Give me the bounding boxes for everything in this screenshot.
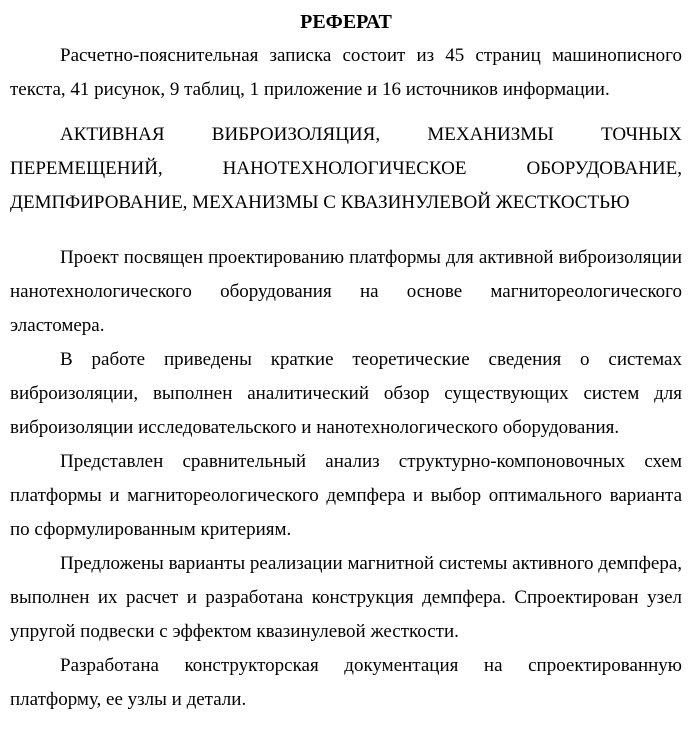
keywords-paragraph: АКТИВНАЯ ВИБРОИЗОЛЯЦИЯ, МЕХАНИЗМЫ ТОЧНЫХ ПЕРЕМЕЩЕНИЙ, НАНОТЕХНОЛОГИЧЕСКОЕ ОБОРУДОВАНИЕ, ДЕМПФИРОВАНИЕ, МЕХАНИЗМЫ С КВАЗИНУЛЕВОЙ ЖЕСТКОСТЬЮ	[10, 124, 682, 213]
page-title: РЕФЕРАТ	[300, 11, 392, 33]
abstract-paragraph: Разработана конструкторская документация на спроектированную платформу, ее узлы и детали.	[10, 655, 682, 710]
abstract-paragraph: Проект посвящен проектированию платформы для активной виброизоляции нанотехнологического оборудования на основе магнитореологического эластомера.	[10, 247, 682, 336]
abstract-paragraph: В работе приведены краткие теоретические сведения о системах виброизоляции, выполнен аналитический обзор существующих систем для виброизоляции исследовательского и нанотехнологического оборудования.	[10, 349, 682, 438]
abstract-paragraph: Представлен сравнительный анализ структурно-компоновочных схем платформы и магнитореологического демпфера и выбор оптимального варианта по сформулированным критериям.	[10, 451, 682, 540]
abstract-paragraph: Предложены варианты реализации магнитной системы активного демпфера, выполнен их расчет и разработана конструкция демпфера. Спроектирован узел упругой подвески с эффектом квазинулевой жесткости.	[10, 553, 682, 642]
abstract-body	[10, 241, 682, 717]
summary-paragraph: Расчетно-пояснительная записка состоит из 45 страниц машинописного текста, 41 рисунок, 9 таблиц, 1 приложение и 16 источников информации.	[10, 45, 682, 100]
